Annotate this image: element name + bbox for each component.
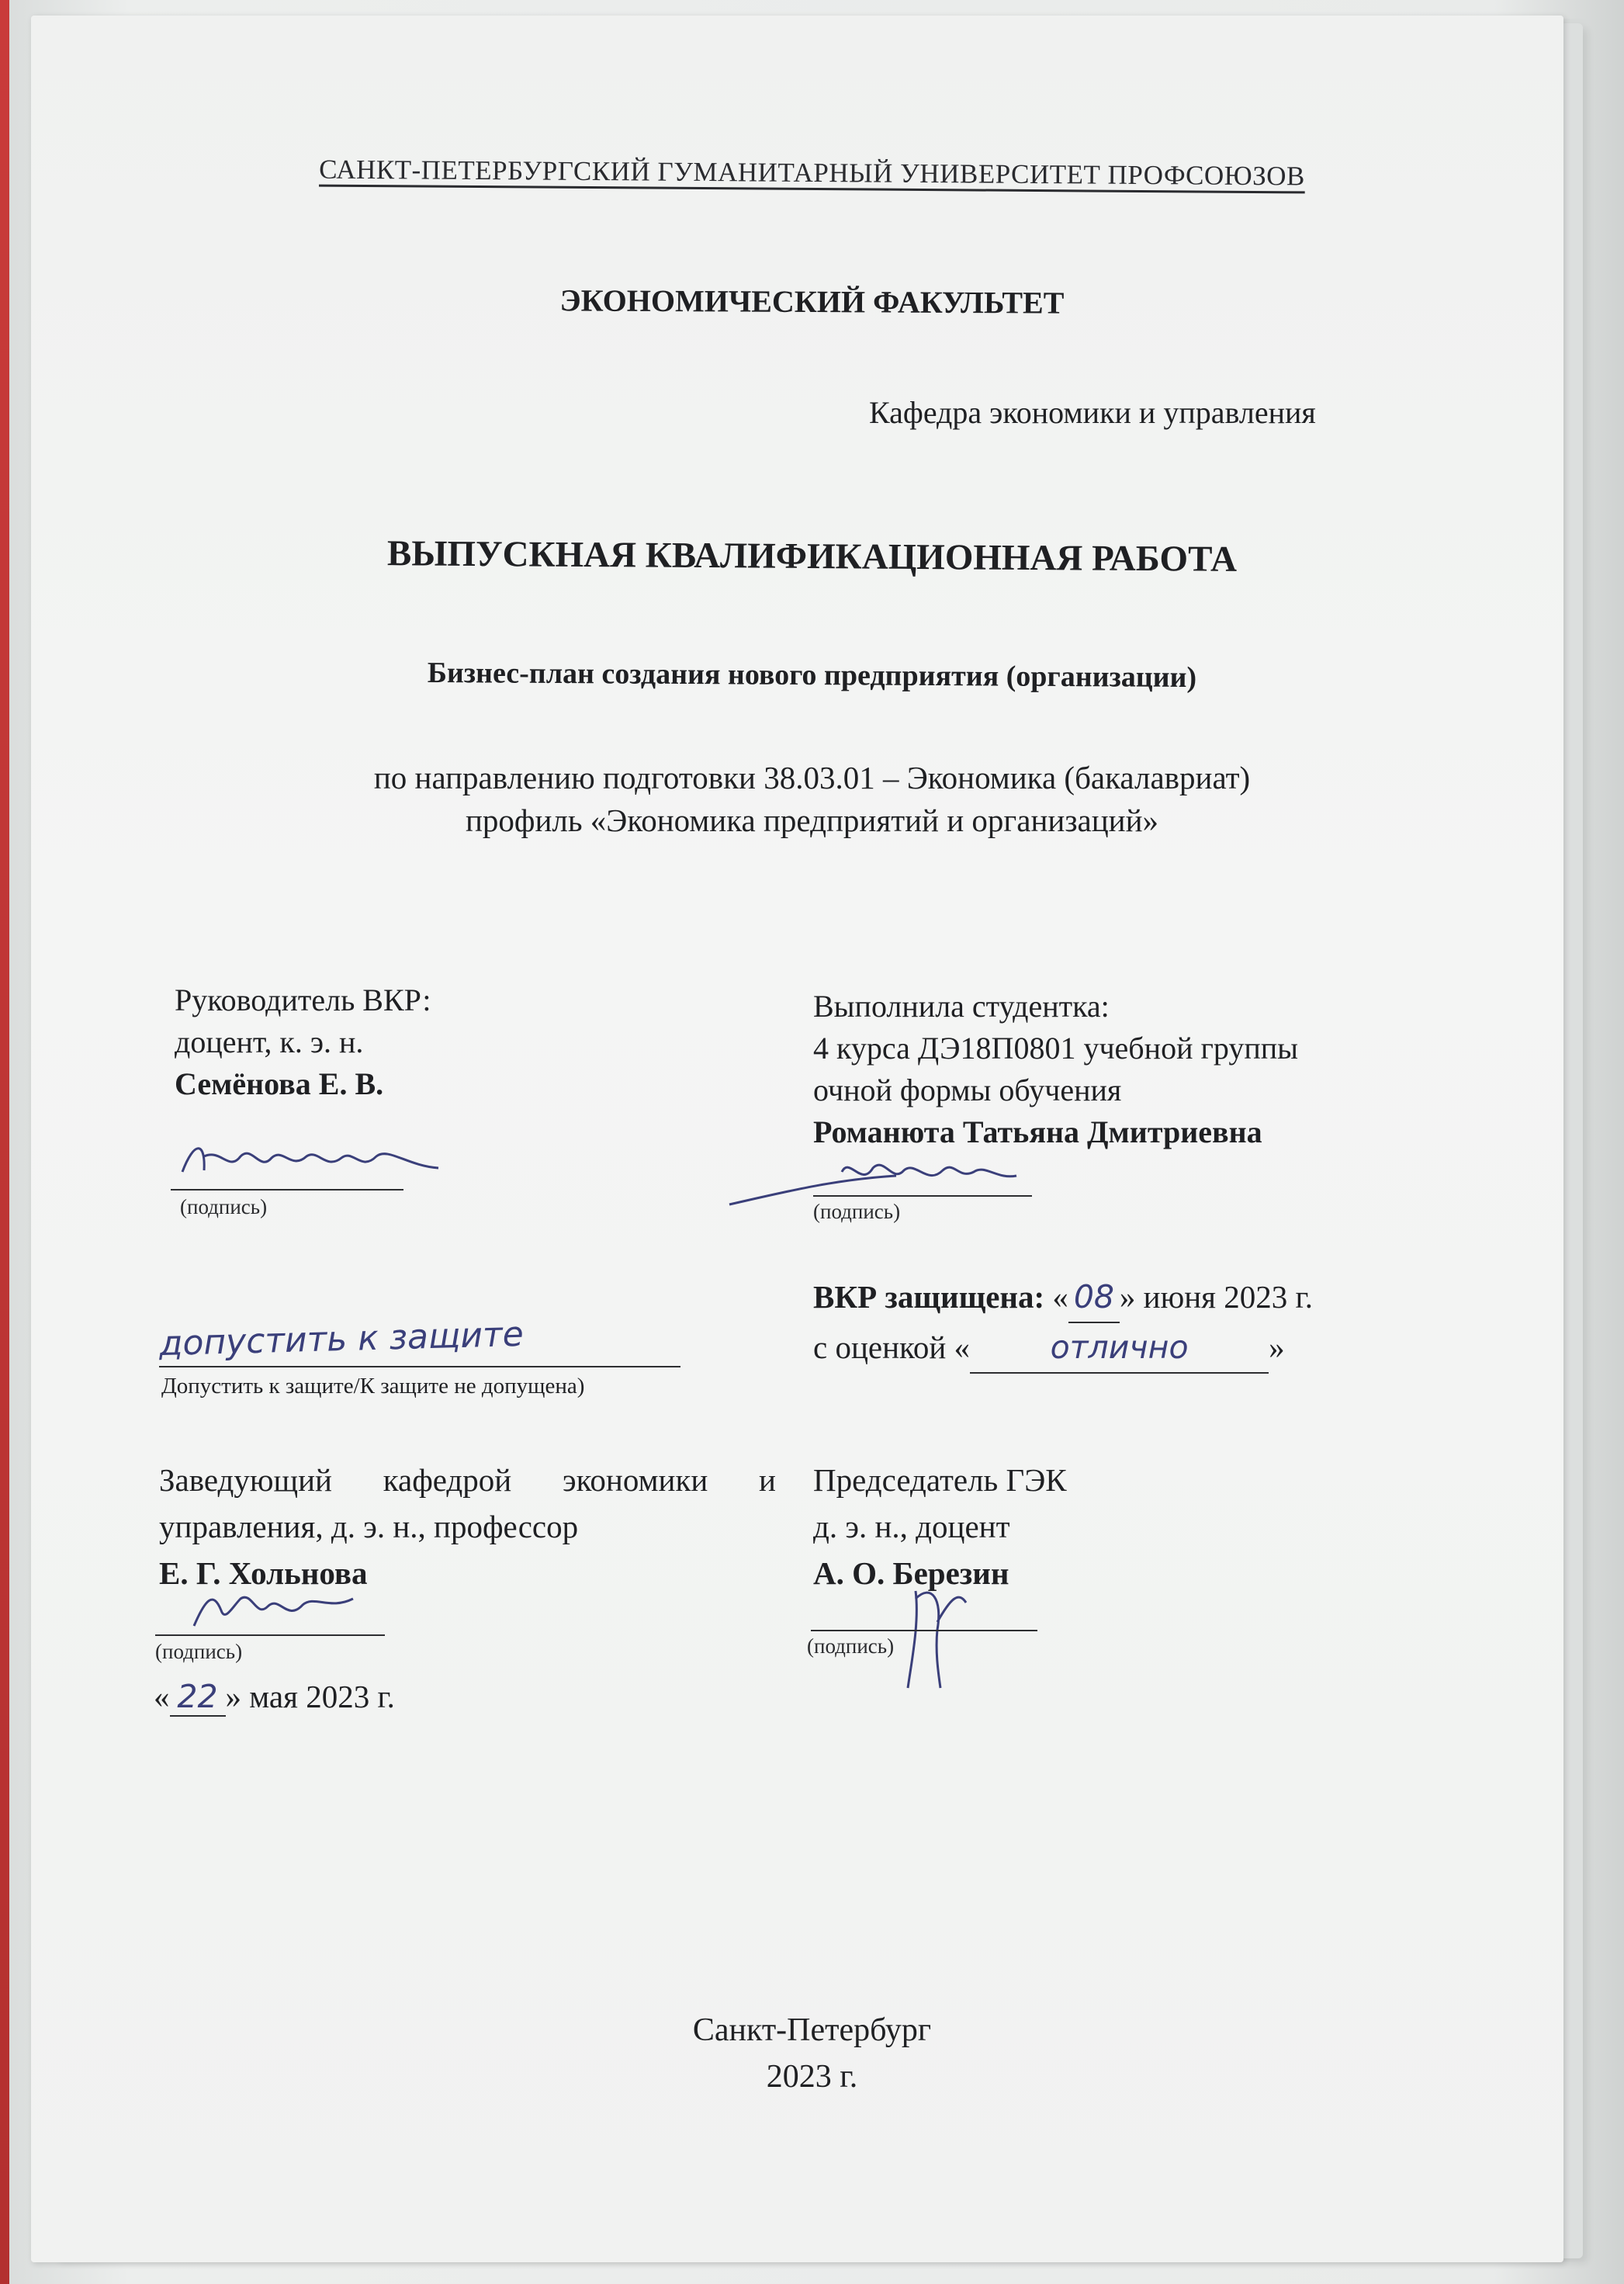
supervisor-signature-line	[171, 1189, 403, 1191]
supervisor-role: Руководитель ВКР:	[175, 983, 431, 1017]
head-title-line2: управления, д. э. н., профессор	[159, 1509, 579, 1544]
city: Санкт-Петербург	[692, 2012, 932, 2048]
supervisor-degree: доцент, к. э. н.	[175, 1024, 364, 1059]
supervisor-signature-caption: (подпись)	[180, 1195, 268, 1218]
defense-day: 08	[1068, 1273, 1120, 1323]
student-group: 4 курса ДЭ18П0801 учебной группы	[813, 1031, 1299, 1066]
supervisor-name: Семёнова Е. В.	[175, 1066, 384, 1101]
admission-handwritten: допустить к защите	[158, 1314, 525, 1364]
red-binding-edge	[0, 0, 9, 2284]
work-theme: Бизнес-план создания нового предприятия (организации)	[427, 656, 1197, 695]
head-title-line1: Заведующий кафедрой экономики и	[159, 1462, 776, 1498]
gek-degree: д. э. н., доцент	[813, 1509, 1010, 1544]
grade-suffix: »	[1269, 1329, 1285, 1365]
grade-prefix: с оценкой «	[813, 1329, 971, 1365]
defense-month-year: » июня 2023 г.	[1119, 1279, 1313, 1315]
defense-grade: отлично	[970, 1323, 1269, 1374]
chair-name: Кафедра экономики и управления	[869, 395, 1316, 430]
year: 2023 г.	[766, 2059, 858, 2095]
student-name: Романюта Татьяна Дмитриевна	[813, 1114, 1262, 1149]
defense-date-line	[813, 1273, 1313, 1323]
defense-label: ВКР защищена:	[813, 1279, 1045, 1315]
student-form: очной формы обучения	[813, 1073, 1122, 1107]
gek-signature	[892, 1575, 978, 1692]
study-profile: профиль «Экономика предприятий и организаций»	[465, 802, 1159, 838]
head-signature-caption: (подпись)	[155, 1640, 243, 1663]
defense-quote-open: «	[1052, 1279, 1068, 1315]
head-date-day: 22	[170, 1678, 226, 1717]
supervisor-block	[175, 979, 431, 1105]
work-type-title: ВЫПУСКНАЯ КВАЛИФИКАЦИОННАЯ РАБОТА	[386, 533, 1238, 580]
student-role: Выполнила студентка:	[813, 989, 1110, 1024]
admission-line	[159, 1366, 680, 1367]
head-date-quote-open: «	[154, 1679, 170, 1714]
study-direction: по направлению подготовки 38.03.01 – Экономика (бакалавриат)	[373, 760, 1251, 795]
gek-signature-caption: (подпись)	[807, 1634, 895, 1658]
university-name: САНКТ-ПЕТЕРБУРГСКИЙ ГУМАНИТАРНЫЙ УНИВЕРСИТЕТ ПРОФСОЮЗОВ	[319, 154, 1305, 192]
supervisor-signature	[175, 1125, 454, 1187]
gek-title: Председатель ГЭК	[813, 1462, 1067, 1498]
gek-name: А. О. Березин	[813, 1555, 1009, 1591]
faculty-name: ЭКОНОМИЧЕСКИЙ ФАКУЛЬТЕТ	[559, 282, 1065, 321]
student-signature-caption: (подпись)	[813, 1200, 901, 1223]
defense-grade-line	[813, 1323, 1313, 1374]
head-date-rest: » мая 2023 г.	[225, 1679, 395, 1714]
head-sign-date	[154, 1678, 395, 1717]
gek-signature-line	[811, 1630, 1037, 1631]
student-signature-line	[813, 1195, 1032, 1197]
defense-block	[813, 1273, 1313, 1374]
head-signature	[178, 1575, 357, 1638]
student-block	[813, 986, 1298, 1153]
admission-caption: Допустить к защите/К защите не допущена)	[161, 1374, 585, 1398]
head-signature-line	[155, 1634, 385, 1636]
head-name: Е. Г. Хольнова	[159, 1555, 368, 1591]
